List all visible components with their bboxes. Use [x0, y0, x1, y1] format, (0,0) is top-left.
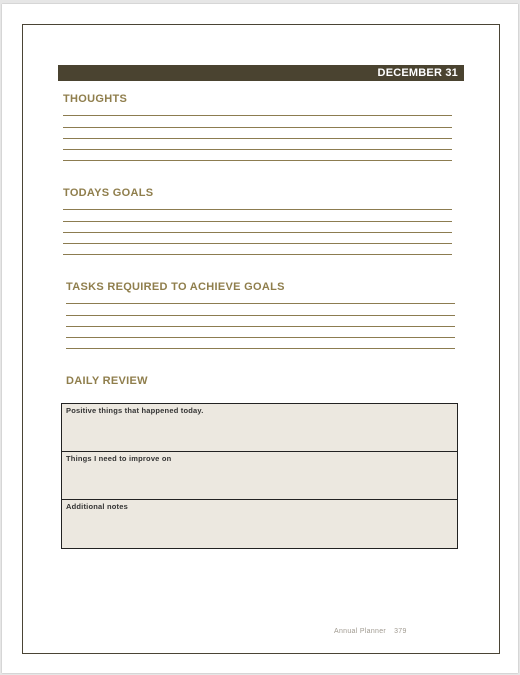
date-header-bar	[58, 65, 464, 81]
writing-line	[66, 303, 455, 304]
planner-page	[2, 4, 518, 673]
review-row-notes[interactable]	[62, 500, 457, 548]
writing-line	[66, 348, 455, 349]
goals-heading: TODAYS GOALS	[63, 187, 154, 199]
writing-line	[66, 337, 455, 338]
writing-line	[63, 221, 452, 222]
goals-lines	[63, 209, 452, 259]
daily-review-heading: DAILY REVIEW	[66, 375, 148, 387]
writing-line	[63, 149, 452, 150]
writing-line	[63, 254, 452, 255]
writing-line	[63, 127, 452, 128]
tasks-lines	[66, 303, 455, 353]
review-row-positive[interactable]	[62, 404, 457, 452]
review-label-positive: Positive things that happened today.	[66, 406, 204, 415]
writing-line	[66, 326, 455, 327]
writing-line	[63, 160, 452, 161]
footer-page-number: 379	[394, 628, 407, 635]
review-label-improve: Things I need to improve on	[66, 454, 172, 463]
writing-line	[63, 209, 452, 210]
writing-line	[63, 138, 452, 139]
writing-line	[63, 243, 452, 244]
thoughts-lines	[63, 115, 452, 165]
review-label-notes: Additional notes	[66, 502, 128, 511]
writing-line	[63, 232, 452, 233]
date-label: DECEMBER 31	[377, 67, 458, 79]
review-row-improve[interactable]	[62, 452, 457, 500]
tasks-heading: TASKS REQUIRED TO ACHIEVE GOALS	[66, 281, 285, 293]
writing-line	[63, 115, 452, 116]
page-footer	[334, 628, 407, 635]
writing-line	[66, 315, 455, 316]
daily-review-table	[61, 403, 458, 549]
footer-title: Annual Planner	[334, 628, 387, 635]
thoughts-heading: THOUGHTS	[63, 93, 128, 105]
